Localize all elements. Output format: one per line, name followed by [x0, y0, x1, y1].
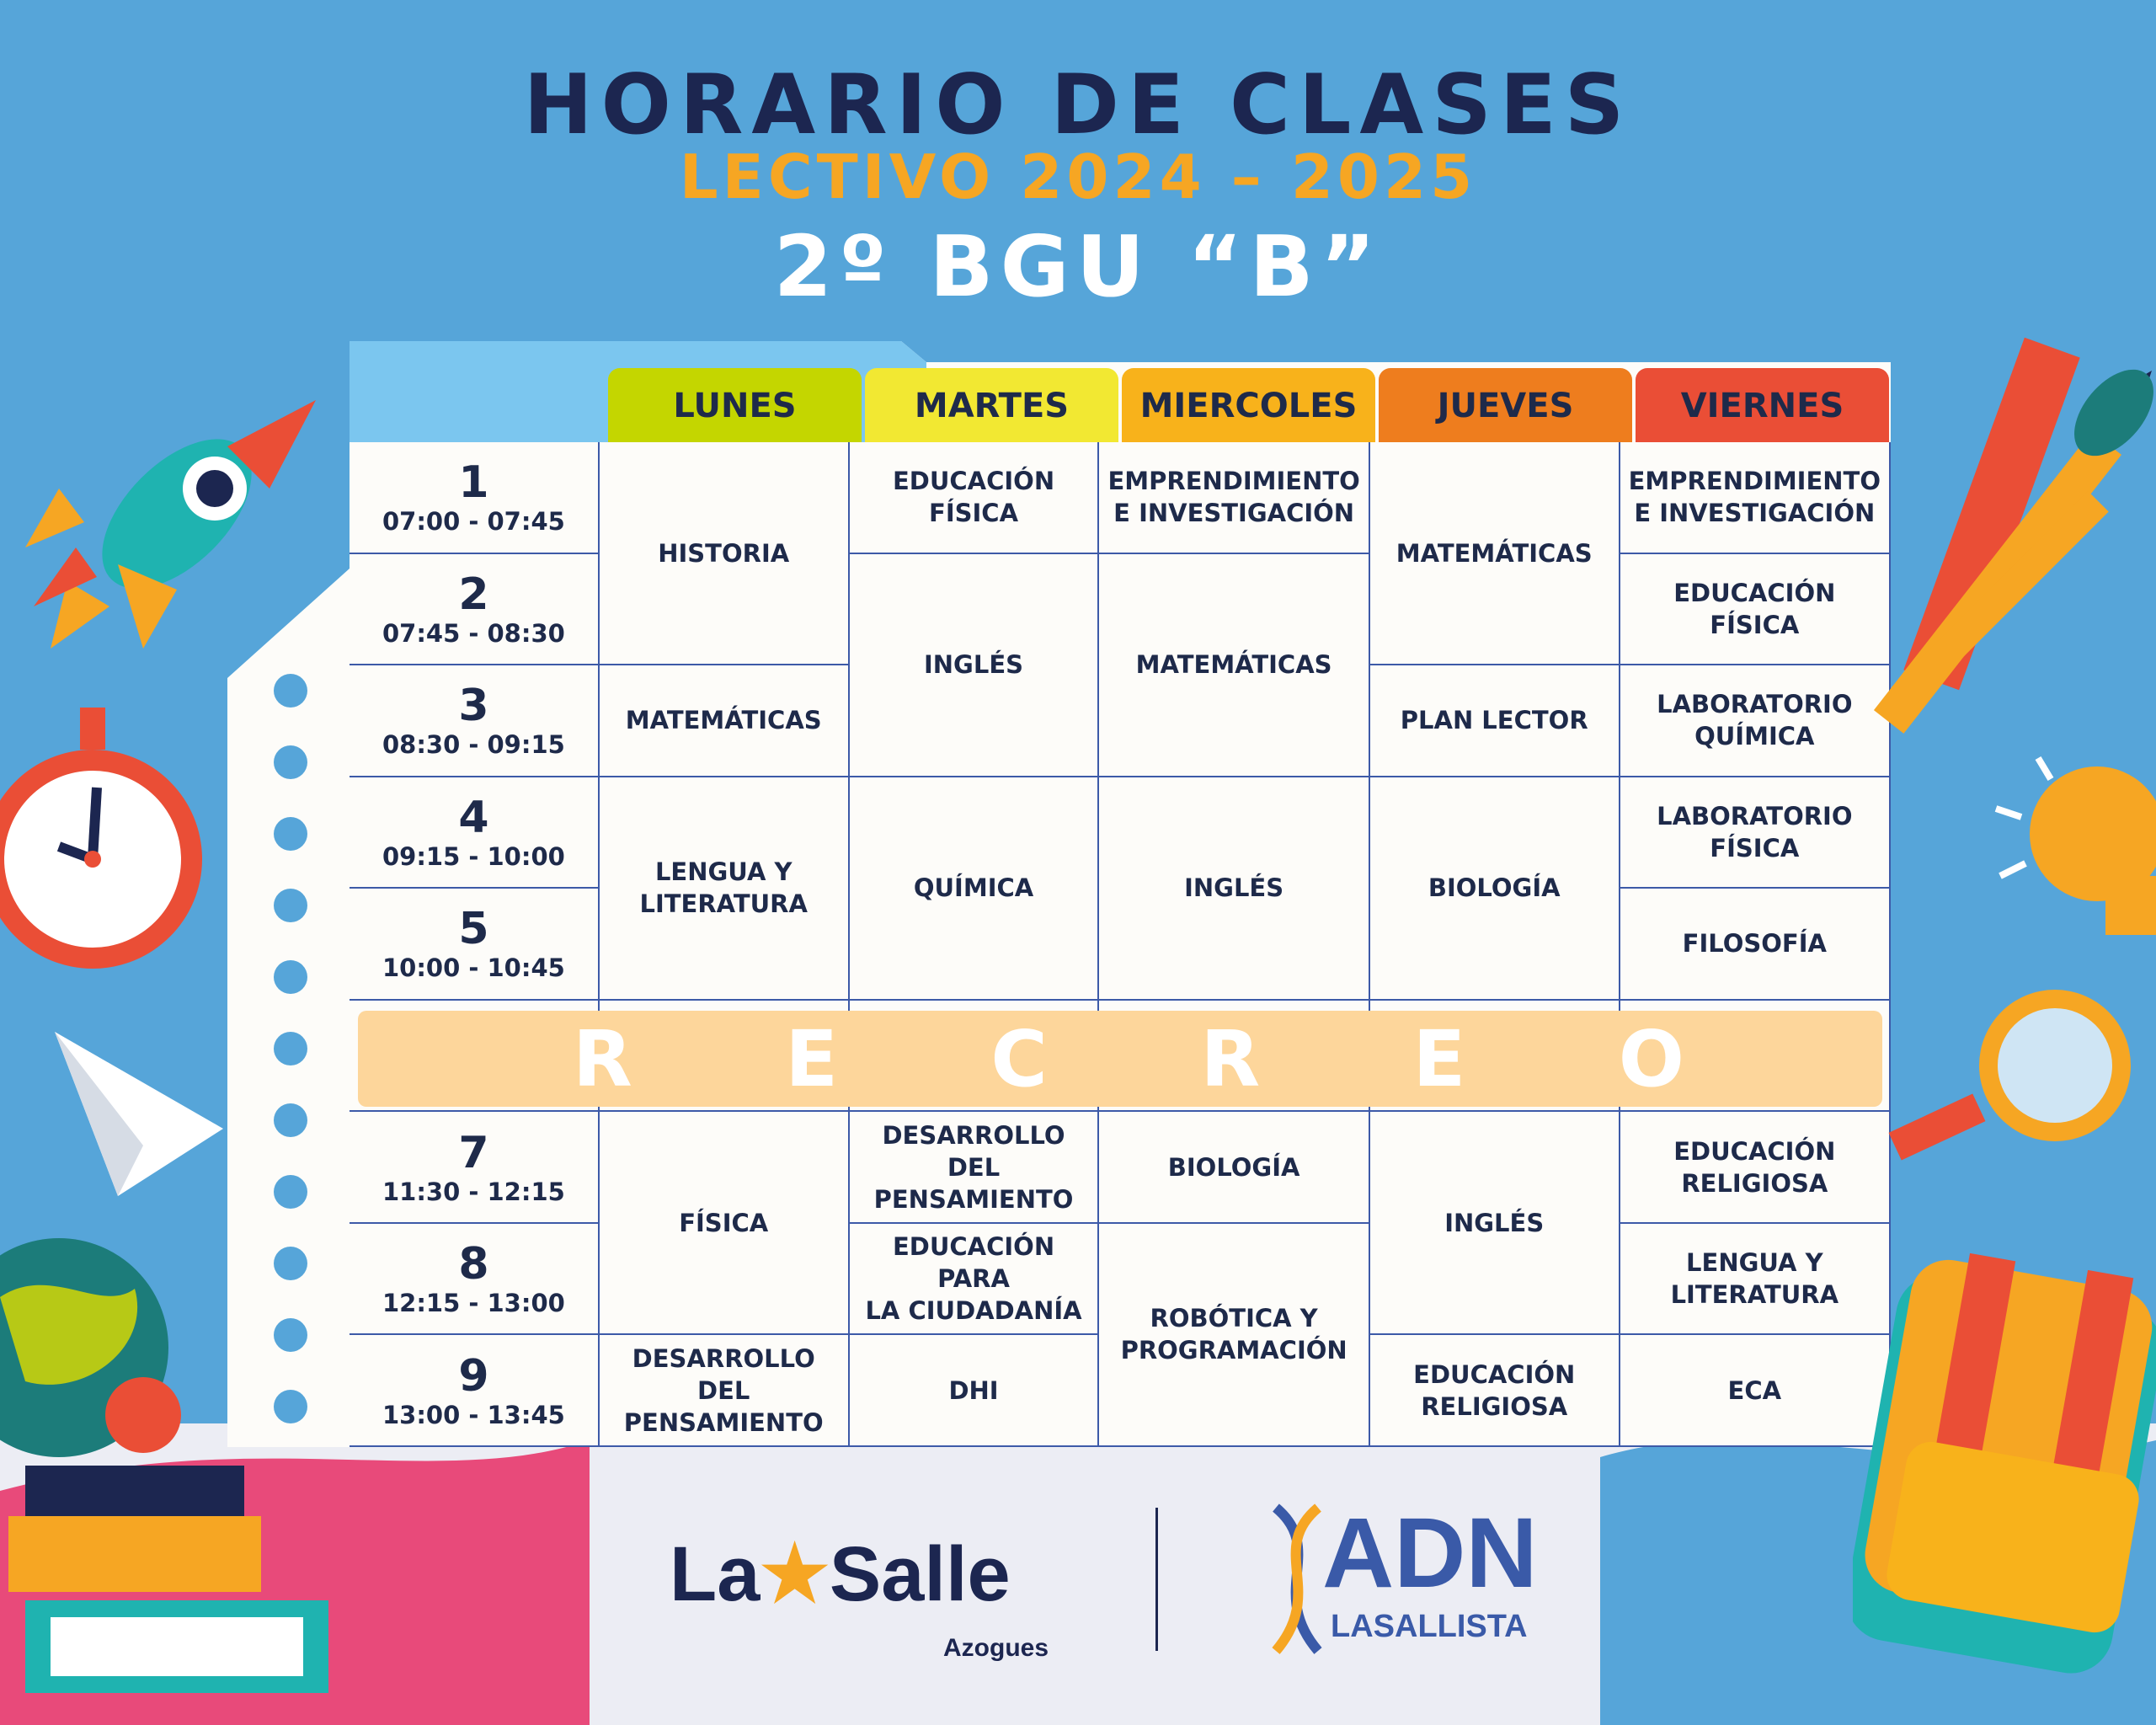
class-cell: LABORATORIO FÍSICA: [1620, 777, 1891, 889]
class-cell: FILOSOFÍA: [1620, 889, 1891, 1001]
rocket-icon: [17, 396, 320, 674]
recess-letter: E: [785, 1013, 839, 1104]
class-cell: FÍSICA: [600, 1112, 850, 1335]
class-cell: EDUCACIÓN PARA LA CIUDADANÍA: [850, 1224, 1100, 1336]
class-cell: DHI: [850, 1335, 1100, 1447]
paper-plane-icon: [51, 1028, 236, 1196]
time-slot: [350, 554, 600, 666]
ring-hole: [274, 1175, 307, 1209]
class-cell: HISTORIA: [600, 442, 850, 665]
slot-time: 12:15 - 13:00: [382, 1289, 565, 1318]
backpack-icon: [1853, 1238, 2156, 1676]
class-cell: LENGUA Y LITERATURA: [600, 777, 850, 1001]
time-slot: [350, 1112, 600, 1224]
star-icon: ★: [760, 1531, 830, 1617]
class-cell: LABORATORIO QUÍMICA: [1620, 665, 1891, 777]
light-bulb-icon: [1979, 733, 2156, 952]
class-cell: INGLÉS: [1099, 777, 1369, 1001]
class-cell: EMPRENDIMIENTO E INVESTIGACIÓN: [1620, 442, 1891, 554]
class-cell: EDUCACIÓN RELIGIOSA: [1370, 1335, 1620, 1447]
slot-time: 07:00 - 07:45: [382, 507, 565, 537]
class-cell: MATEMÁTICAS: [1099, 554, 1369, 777]
logo-divider: [1155, 1508, 1158, 1651]
recess-letter: R: [573, 1013, 632, 1104]
class-cell: LENGUA Y LITERATURA: [1620, 1224, 1891, 1336]
slot-time: 13:00 - 13:45: [382, 1400, 565, 1429]
adn-logo-main: ADN: [1322, 1498, 1538, 1609]
ring-hole: [274, 745, 307, 779]
recess-letter: C: [990, 1013, 1048, 1104]
ring-hole: [274, 1032, 307, 1065]
class-cell: INGLÉS: [850, 554, 1100, 777]
time-slot: [350, 1335, 600, 1447]
class-cell: BIOLOGÍA: [1099, 1112, 1369, 1224]
timetable-grid: [350, 442, 1891, 1447]
class-cell: DESARROLLO DEL PENSAMIENTO: [600, 1335, 850, 1447]
recess-label: [573, 1011, 1684, 1107]
day-header-viernes: VIERNES: [1636, 368, 1889, 444]
slot-time: 08:30 - 09:15: [382, 730, 565, 760]
dna-helix-icon: [1267, 1499, 1326, 1659]
recess-letter: R: [1200, 1013, 1261, 1104]
slot-number: 8: [458, 1239, 489, 1290]
slot-number: 2: [458, 569, 489, 620]
time-slot: [350, 442, 600, 554]
slot-time: 07:45 - 08:30: [382, 618, 565, 648]
slot-time: 11:30 - 12:15: [382, 1177, 565, 1206]
class-cell: PLAN LECTOR: [1370, 665, 1620, 777]
lasalle-city: Azogues: [943, 1634, 1049, 1662]
class-cell: EMPRENDIMIENTO E INVESTIGACIÓN: [1099, 442, 1369, 554]
ring-hole: [274, 1103, 307, 1137]
day-header-miercoles: MIERCOLES: [1122, 368, 1375, 444]
class-cell: MATEMÁTICAS: [1370, 442, 1620, 665]
lasalle-logo-right: Salle: [829, 1531, 1011, 1617]
class-cell: BIOLOGÍA: [1370, 777, 1620, 1001]
slot-number: 4: [458, 792, 489, 843]
slot-number: 9: [458, 1350, 489, 1402]
ring-hole: [274, 817, 307, 851]
recess-letter: E: [1412, 1013, 1466, 1104]
class-cell: EDUCACIÓN RELIGIOSA: [1620, 1112, 1891, 1224]
lasalle-logo-left: La: [670, 1531, 760, 1617]
adn-logo-sub: LASALLISTA: [1331, 1609, 1528, 1644]
globe-and-books-icon: [0, 1213, 354, 1718]
class-cell: MATEMÁTICAS: [600, 665, 850, 777]
ring-hole: [274, 674, 307, 708]
magnifying-glass-icon: [1886, 977, 2156, 1179]
slot-number: 3: [458, 681, 489, 732]
time-slot: [350, 1224, 600, 1336]
slot-number: 7: [458, 1127, 489, 1178]
slot-time: 10:00 - 10:45: [382, 953, 565, 983]
class-cell: ECA: [1620, 1335, 1891, 1447]
alarm-clock-icon: [0, 708, 211, 994]
class-cell: EDUCACIÓN FÍSICA: [850, 442, 1100, 554]
lasalle-logo: [670, 1529, 1011, 1619]
day-header-jueves: JUEVES: [1379, 368, 1632, 444]
time-slot: [350, 777, 600, 889]
ring-hole: [274, 889, 307, 922]
time-slot: [350, 665, 600, 777]
class-cell: EDUCACIÓN FÍSICA: [1620, 554, 1891, 666]
course-name: 2º BGU “B”: [773, 217, 1383, 316]
class-cell: QUÍMICA: [850, 777, 1100, 1001]
time-slot: [350, 889, 600, 1001]
recess-letter: O: [1618, 1013, 1684, 1104]
slot-time: 09:15 - 10:00: [382, 841, 565, 871]
class-cell: INGLÉS: [1370, 1112, 1620, 1335]
ring-hole: [274, 960, 307, 994]
class-cell: DESARROLLO DEL PENSAMIENTO: [850, 1112, 1100, 1224]
day-header-lunes: LUNES: [608, 368, 862, 444]
slot-number: 1: [458, 457, 489, 509]
page-title: HORARIO DE CLASES: [523, 57, 1633, 153]
school-year: LECTIVO 2024 – 2025: [679, 142, 1477, 212]
slot-number: 5: [458, 904, 489, 955]
day-header-martes: MARTES: [865, 368, 1118, 444]
class-cell: ROBÓTICA Y PROGRAMACIÓN: [1099, 1224, 1369, 1447]
